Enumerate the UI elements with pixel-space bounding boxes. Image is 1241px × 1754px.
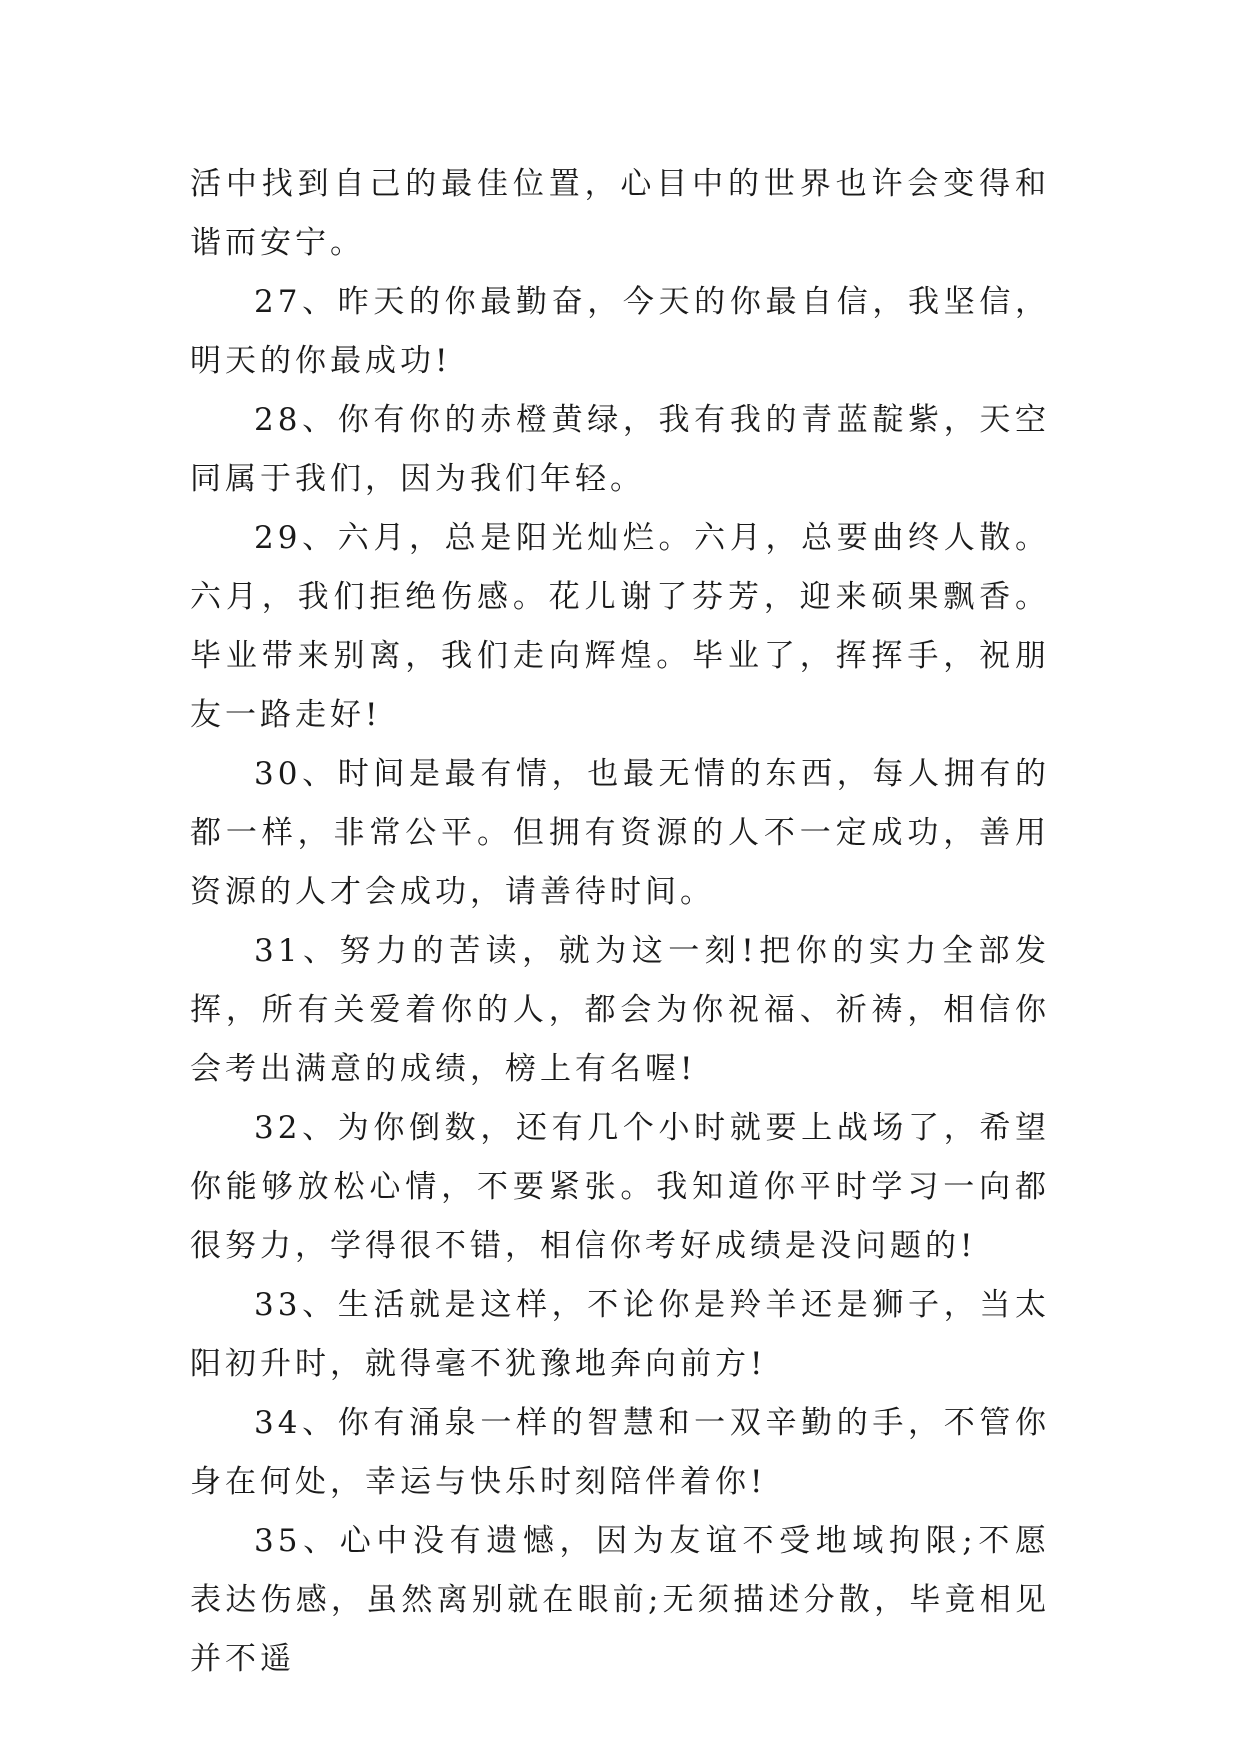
paragraph-31: 31、努力的苦读，就为这一刻!把你的实力全部发挥，所有关爱着你的人，都会为你祝福、祈祷，相信你会考出满意的成绩，榜上有名喔! bbox=[190, 933, 1050, 1087]
paragraph-27: 27、昨天的你最勤奋，今天的你最自信，我坚信，明天的你最成功! bbox=[190, 284, 1050, 379]
paragraph-29: 29、六月，总是阳光灿烂。六月，总要曲终人散。六月，我们拒绝伤感。花儿谢了芬芳，迎来硕果飘香。毕业带来别离，我们走向辉煌。毕业了，挥挥手，祝朋友一路走好! bbox=[190, 520, 1050, 733]
paragraph-33: 33、生活就是这样，不论你是羚羊还是狮子，当太阳初升时，就得毫不犹豫地奔向前方! bbox=[190, 1287, 1050, 1382]
paragraph-30: 30、时间是最有情，也最无情的东西，每人拥有的都一样，非常公平。但拥有资源的人不一定成功，善用资源的人才会成功，请善待时间。 bbox=[190, 756, 1050, 910]
paragraph-continuation: 活中找到自己的最佳位置，心目中的世界也许会变得和谐而安宁。 bbox=[190, 166, 1050, 261]
document-body bbox=[190, 155, 1050, 1689]
paragraph-28: 28、你有你的赤橙黄绿，我有我的青蓝靛紫，天空同属于我们，因为我们年轻。 bbox=[190, 402, 1050, 497]
paragraph-35: 35、心中没有遗憾，因为友谊不受地域拘限;不愿表达伤感，虽然离别就在眼前;无须描述分散，毕竟相见并不遥 bbox=[190, 1523, 1050, 1677]
paragraph-32: 32、为你倒数，还有几个小时就要上战场了，希望你能够放松心情，不要紧张。我知道你平时学习一向都很努力，学得很不错，相信你考好成绩是没问题的! bbox=[190, 1110, 1050, 1264]
paragraph-34: 34、你有涌泉一样的智慧和一双辛勤的手，不管你身在何处，幸运与快乐时刻陪伴着你! bbox=[190, 1405, 1050, 1500]
